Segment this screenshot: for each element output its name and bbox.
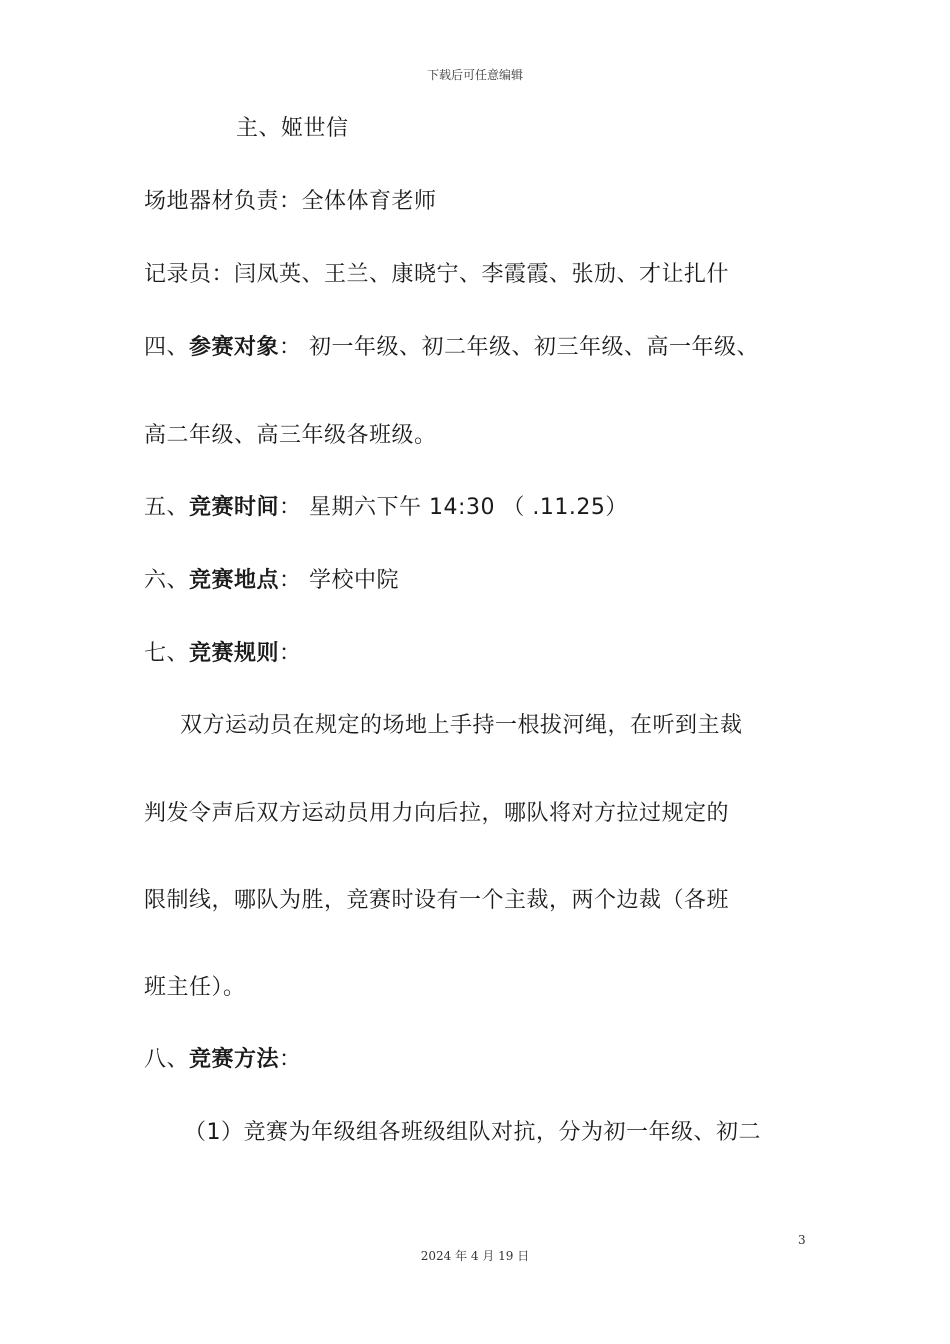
section-number: 四、 <box>144 335 190 360</box>
section-separator: ： <box>279 495 302 520</box>
section-time <box>144 493 628 523</box>
section-heading: 竞赛规则 <box>189 641 280 666</box>
page-number: 3 <box>798 1233 806 1247</box>
section-heading: 竞赛地点 <box>189 568 280 593</box>
text-line-participants-cont: 高二年级、高三年级各班级。 <box>144 423 437 448</box>
section-text: 星期六下午 14:30 （ .11.25） <box>309 495 628 520</box>
rules-paragraph-line: 限制线，哪队为胜，竞赛时设有一个主裁，两个边裁（各班 <box>144 888 730 913</box>
section-method <box>144 1045 302 1075</box>
rules-paragraph-line: 判发令声后双方运动员用力向后拉，哪队将对方拉过规定的 <box>144 801 730 826</box>
section-location <box>144 566 399 596</box>
method-paragraph-line: （1）竞赛为年级组各班级组队对抗，分为初一年级、初二 <box>184 1120 761 1145</box>
section-number: 七、 <box>144 641 190 666</box>
section-rules <box>144 639 302 669</box>
section-separator: ： <box>279 568 302 593</box>
section-text: 学校中院 <box>309 568 400 593</box>
section-number: 八、 <box>144 1047 190 1072</box>
section-heading: 参赛对象 <box>189 335 280 360</box>
text-line-chief: 主、姬世信 <box>236 116 349 141</box>
footer-date: 2024 年 4 月 19 日 <box>420 1249 530 1263</box>
section-heading: 竞赛方法 <box>189 1047 280 1072</box>
section-separator: ： <box>279 641 302 666</box>
section-participants <box>144 333 759 363</box>
section-separator: ： <box>279 1047 302 1072</box>
page-header: 下载后可任意编辑 <box>426 68 523 82</box>
section-heading: 竞赛时间 <box>189 495 280 520</box>
text-line-equipment: 场地器材负责：全体体育老师 <box>144 189 437 214</box>
section-number: 五、 <box>144 495 190 520</box>
section-number: 六、 <box>144 568 190 593</box>
section-text: 初一年级、初二年级、初三年级、高一年级、 <box>309 335 760 360</box>
text-line-recorders: 记录员：闫凤英、王兰、康晓宁、李霞霞、张劢、才让扎什 <box>144 262 730 287</box>
rules-paragraph-line: 班主任）。 <box>144 975 246 1000</box>
rules-paragraph-line: 双方运动员在规定的场地上手持一根拔河绳，在听到主裁 <box>180 713 743 738</box>
section-separator: ： <box>279 335 302 360</box>
